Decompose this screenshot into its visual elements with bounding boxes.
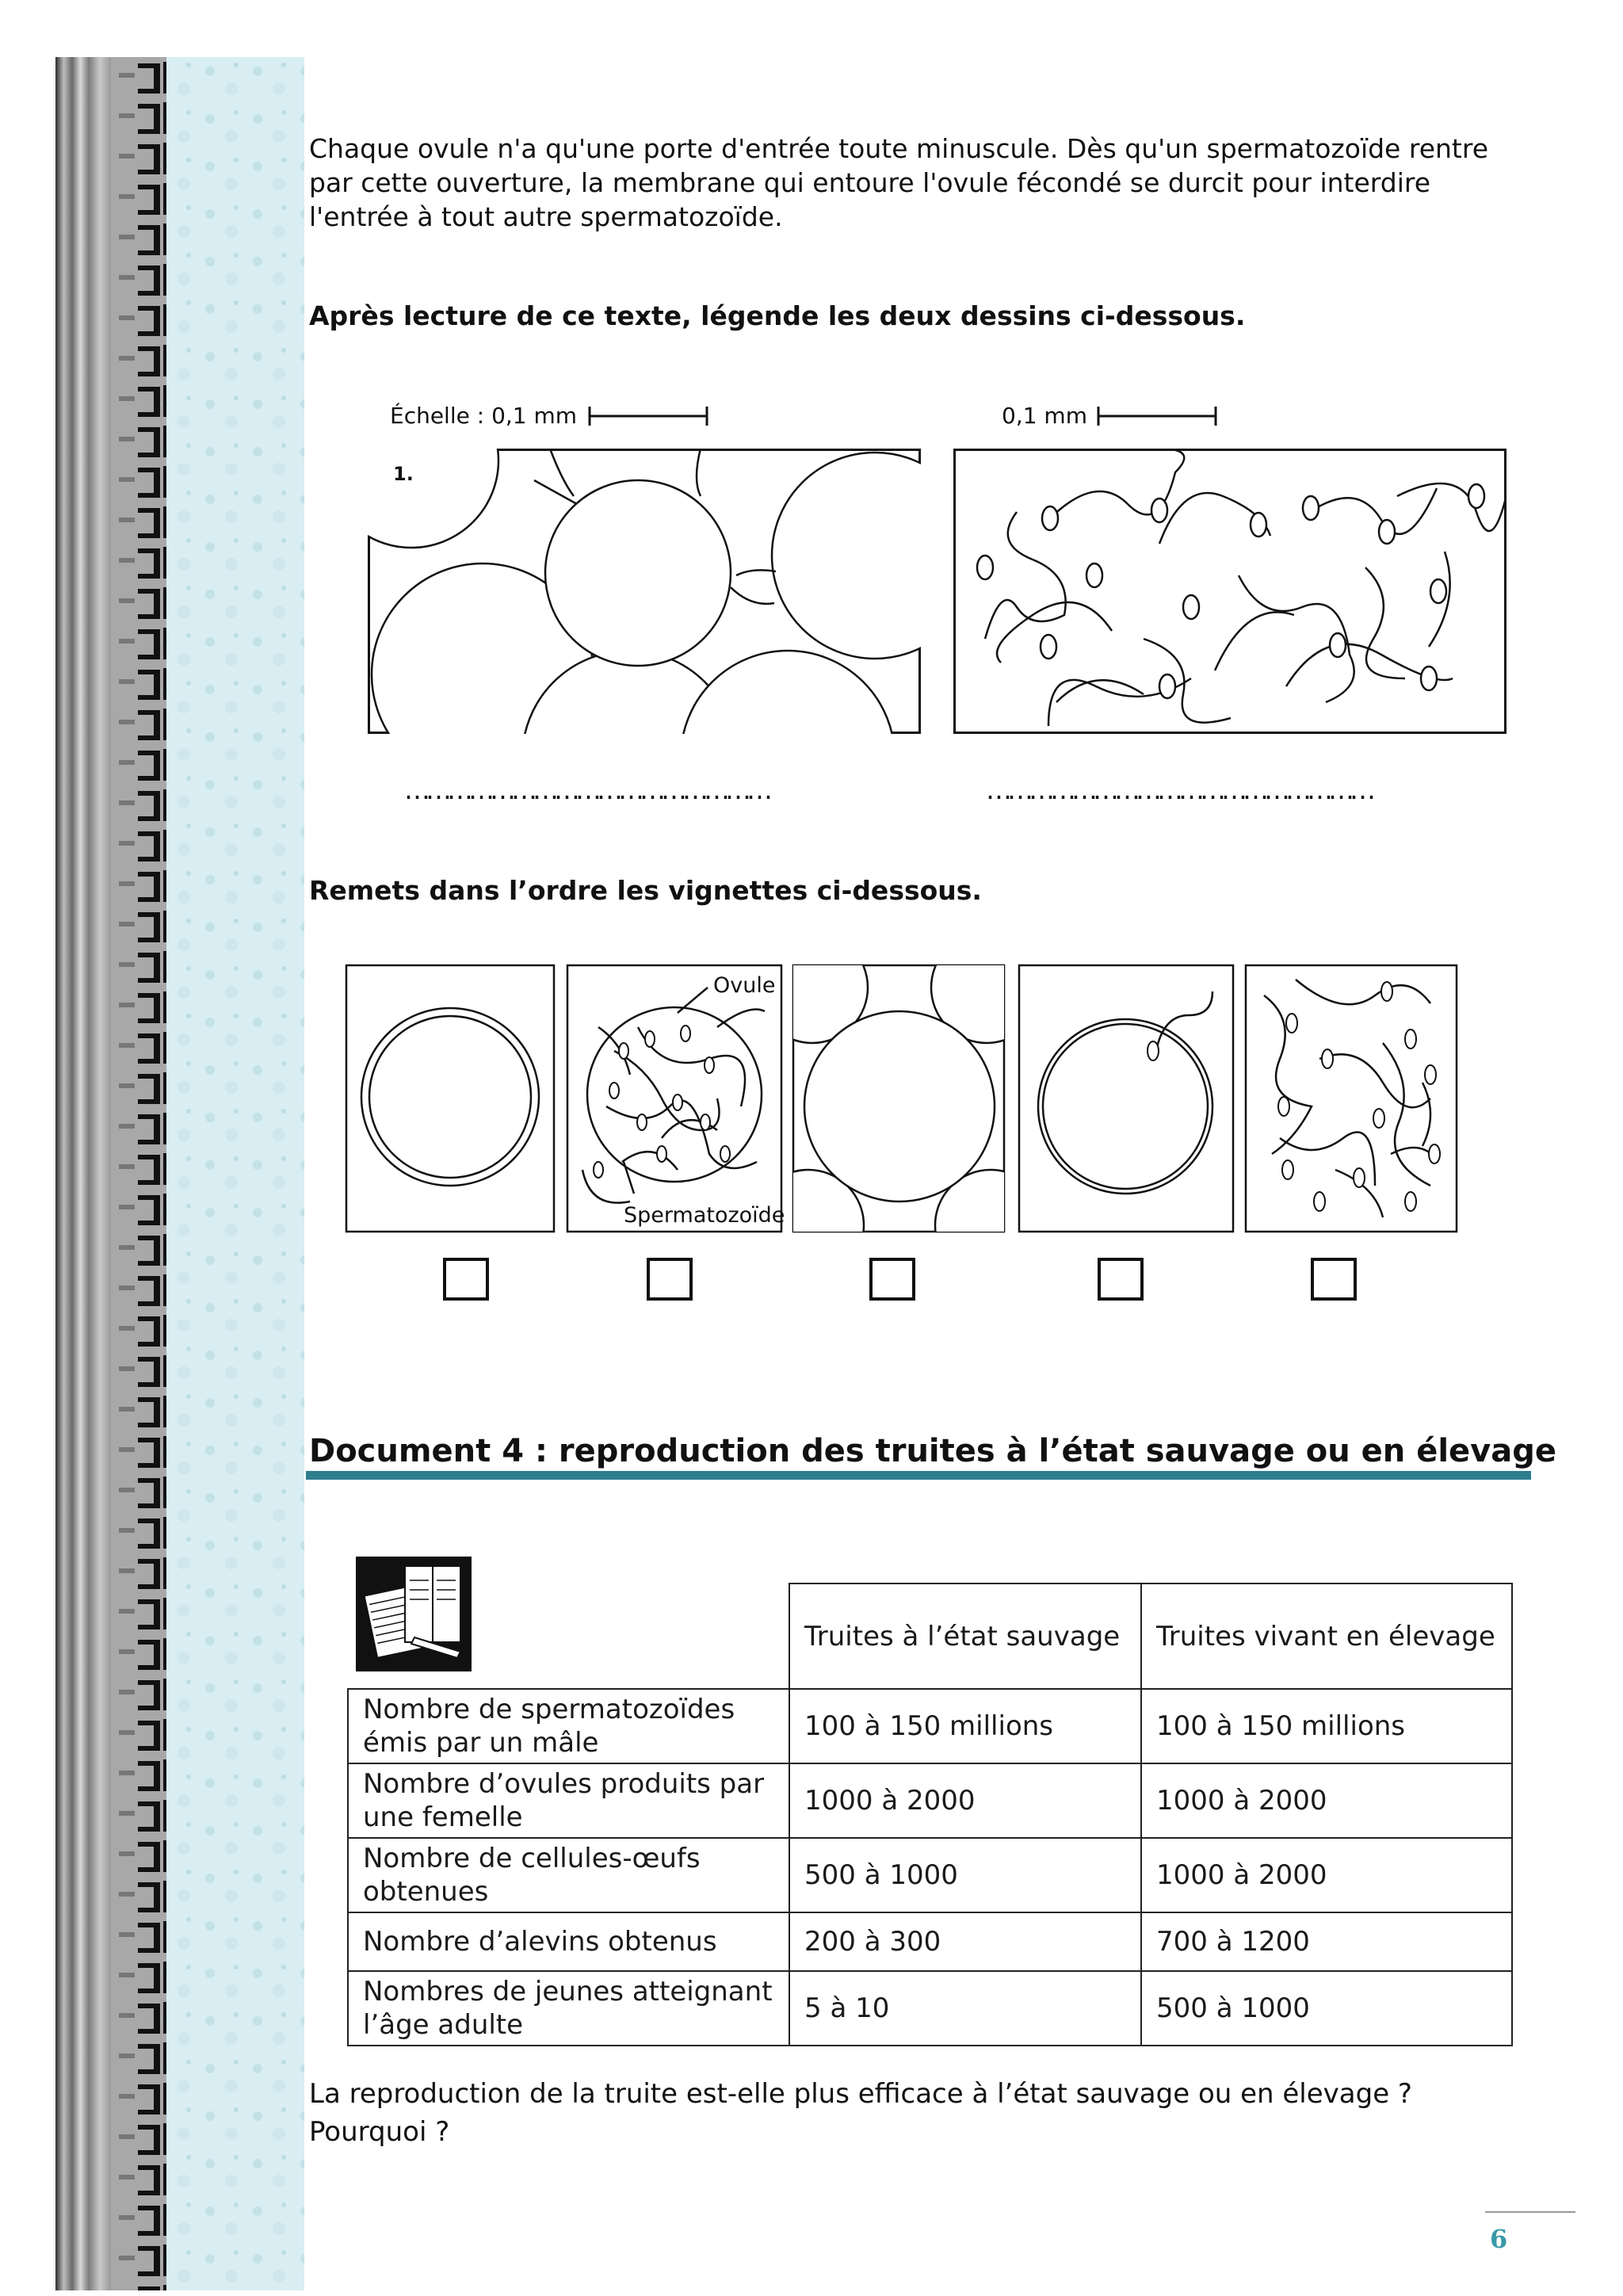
table-corner-empty (348, 1584, 789, 1689)
scale-bar-right (1094, 404, 1220, 428)
answer-dots-left[interactable]: …………………………………………… (404, 774, 768, 805)
exercise1-instruction: Après lecture de ce texte, légende les deux dessins ci-dessous. (309, 300, 1246, 331)
document4-question (309, 2075, 1412, 2151)
vignette-4 (1019, 965, 1233, 1232)
table-row (348, 1838, 1512, 1912)
table-row (348, 1763, 1512, 1838)
document4-rule (306, 1471, 1531, 1480)
cell-wild: 200 à 300 (789, 1912, 1141, 1971)
vignette-1 (346, 965, 554, 1232)
cell-farm: 1000 à 2000 (1141, 1838, 1512, 1912)
scale-label-right: 0,1 mm (1002, 403, 1087, 429)
vignettes-strip (345, 964, 1458, 1233)
figure-number: 1. (393, 463, 414, 485)
scale-bar-left (585, 404, 712, 428)
label-spermatozoide: Spermatozoïde (624, 1203, 785, 1228)
order-checkbox-3[interactable] (869, 1258, 915, 1301)
order-checkbox-4[interactable] (1098, 1258, 1144, 1301)
document4-title: Document 4 : reproduction des truites à l’état sauvage ou en élevage (309, 1433, 1556, 1469)
exercise2-instruction: Remets dans l’ordre les vignettes ci-dessous. (309, 875, 982, 906)
label-ovule: Ovule (713, 973, 776, 998)
table-row (348, 1912, 1512, 1971)
figure-ovules (368, 449, 921, 734)
order-checkbox-5[interactable] (1311, 1258, 1357, 1301)
cell-wild: 1000 à 2000 (789, 1763, 1141, 1838)
table-row (348, 1689, 1512, 1763)
cell-farm: 100 à 150 millions (1141, 1689, 1512, 1763)
spiral-binding-decoration (55, 57, 304, 2290)
intro-paragraph (309, 132, 1488, 234)
cell-wild: 5 à 10 (789, 1971, 1141, 2046)
intro-line-2: par cette ouverture, la membrane qui entoure l'ovule fécondé se durcit pour interdire (309, 167, 1431, 198)
page-number: 6 (1490, 2224, 1508, 2254)
figure-spermatozoa (953, 449, 1507, 734)
cell-wild: 100 à 150 millions (789, 1689, 1141, 1763)
question-line-1: La reproduction de la truite est-elle plus efficace à l’état sauvage ou en élevage ? (309, 2078, 1412, 2110)
table-row (348, 1971, 1512, 2046)
row-label: Nombre de cellules-œufs obtenues (348, 1838, 789, 1912)
row-label: Nombre de spermatozoïdes émis par un mâle (348, 1689, 789, 1763)
answer-dots-right[interactable]: ……………………………………………… (986, 774, 1371, 805)
intro-line-1: Chaque ovule n'a qu'une porte d'entrée toute minuscule. Dès qu'un spermatozoïde rentre (309, 133, 1488, 164)
footer-rule (1485, 2211, 1575, 2213)
trout-reproduction-table (347, 1583, 1513, 2046)
header-farm: Truites vivant en élevage (1141, 1584, 1512, 1689)
scale-label-left: Échelle : 0,1 mm (390, 403, 578, 429)
cell-farm: 500 à 1000 (1141, 1971, 1512, 2046)
cell-farm: 700 à 1200 (1141, 1912, 1512, 1971)
order-checkbox-2[interactable] (647, 1258, 693, 1301)
cell-wild: 500 à 1000 (789, 1838, 1141, 1912)
header-wild: Truites à l’état sauvage (789, 1584, 1141, 1689)
intro-line-3: l'entrée à tout autre spermatozoïde. (309, 201, 783, 232)
row-label: Nombre d’alevins obtenus (348, 1912, 789, 1971)
row-label: Nombre d’ovules produits par une femelle (348, 1763, 789, 1838)
cell-farm: 1000 à 2000 (1141, 1763, 1512, 1838)
question-line-2: Pourquoi ? (309, 2116, 450, 2148)
table-header-row (348, 1584, 1512, 1689)
order-checkbox-1[interactable] (443, 1258, 489, 1301)
row-label: Nombres de jeunes atteignant l’âge adulte (348, 1971, 789, 2046)
